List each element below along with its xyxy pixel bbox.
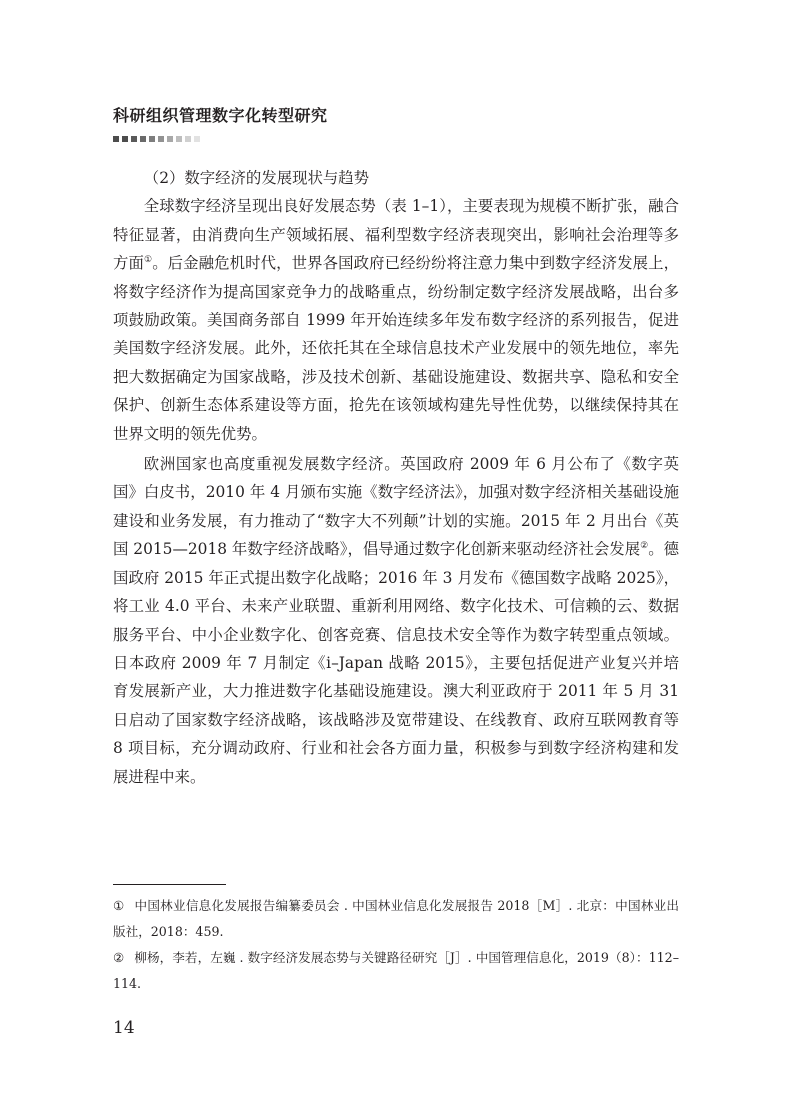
section-heading: （2）数字经济的发展现状与趋势: [143, 169, 370, 187]
footnote-item: [113, 893, 679, 945]
decorative-dot: [131, 136, 137, 142]
running-title: 科研组织管理数字化转型研究: [113, 106, 328, 125]
footnote-number: ②: [113, 950, 125, 965]
decorative-dot: [113, 136, 119, 142]
paragraph-global-digital-economy: [113, 192, 679, 448]
decorative-dot: [185, 136, 191, 142]
footnote-text: 中国林业信息化发展报告编纂委员会 . 中国林业信息化发展报告 2018［M］. 北京：中国林业出版社，2018：459.: [113, 898, 680, 939]
body-text: [113, 164, 679, 791]
decorative-dot: [122, 136, 128, 142]
decorative-dot: [167, 136, 173, 142]
decorative-dot-strip: [113, 136, 200, 142]
paragraph-2-text-a: 欧洲国家也高度重视发展数字经济。英国政府 2009 年 6 月公布了《数字英国》白皮书，2010 年 4 月颁布实施《数字经济法》，加强对数字经济相关基础设施建设和业务发展，有力推动了“数字大不列颠”计划的实施。2015 年 2 月出台《英国 2015—2018 年数字经济战略》，倡导通过数字化创新来驱动经济社会发展: [113, 455, 679, 559]
paragraph-1-text-b: 。后金融危机时代，世界各国政府已经纷纷将注意力集中到数字经济发展上，将数字经济作为提高国家竞争力的战略重点，纷纷制定数字经济发展战略，出台多项鼓励政策。美国商务部自 1999 年开始连续多年发布数字经济的系列报告，促进美国数字经济发展。此外，还依托其在全球信息技术产业发展中的领先地位，率先把大数据确定为国家战略，涉及技术创新、基础设施建设、数据共享、隐私和安全保护、创新生态体系建设等方面，抢先在该领域构建先导性优势，以继续保持其在世界文明的领先优势。: [113, 254, 679, 443]
paragraph-2-text-b: 。德国政府 2015 年正式提出数字化战略；2016 年 3 月发布《德国数字战略 2025》，将工业 4.0 平台、未来产业联盟、重新利用网络、数字化技术、可信赖的云、数据服务平台、中小企业数字化、创客竞赛、信息技术安全等作为数字转型重点领域。日本政府 2009 年 7 月制定《i–Japan 战略 2015》，主要包括促进产业复兴并培育发展新产业，大力推进数字化基础设施建设。澳大利亚政府于 2011 年 5 月 31 日启动了国家数字经济战略，该战略涉及宽带建设、在线教育、政府互联网教育等 8 项目标，充分调动政府、行业和社会各方面力量，积极参与到数字经济构建和发展进程中来。: [113, 540, 679, 786]
footnote-ref-1[interactable]: ①: [144, 255, 153, 266]
footnote-number: ①: [113, 898, 125, 913]
page-number: 14: [113, 1018, 135, 1038]
footnote-item: [113, 945, 679, 997]
footnote-ref-2[interactable]: ②: [640, 541, 649, 552]
decorative-dot: [158, 136, 164, 142]
decorative-dot: [140, 136, 146, 142]
decorative-dot: [176, 136, 182, 142]
footnote-text: 柳杨，李若，左巍 . 数字经济发展态势与关键路径研究［J］. 中国管理信息化，2019（8）：112–114.: [113, 950, 679, 991]
footnote-divider: [113, 884, 226, 885]
paragraph-1-text-a: 全球数字经济呈现出良好发展态势（表 1–1），主要表现为规模不断扩张，融合特征显著，由消费向生产领域拓展、福利型数字经济表现突出，影响社会治理等多方面: [113, 197, 679, 273]
footnotes: [113, 893, 679, 997]
decorative-dot: [194, 136, 200, 142]
decorative-dot: [149, 136, 155, 142]
paragraph-europe-digital-economy: [113, 450, 679, 791]
